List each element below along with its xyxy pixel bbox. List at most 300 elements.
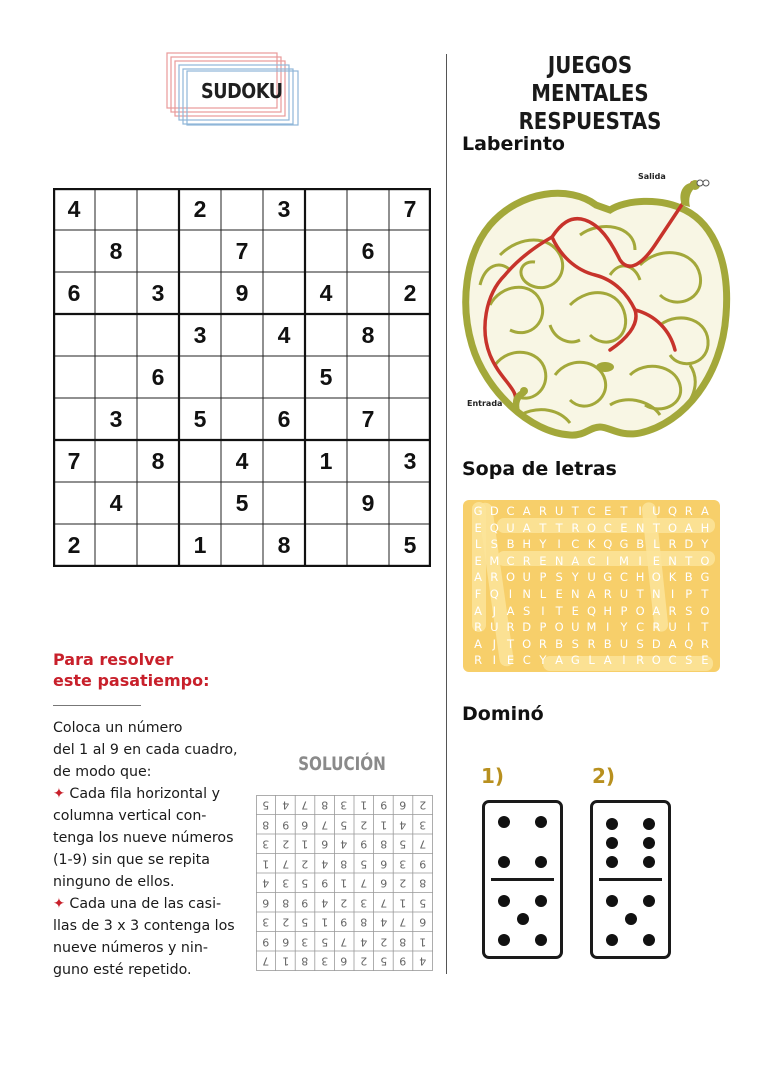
- wordsearch-row: [463, 503, 720, 519]
- sudoku-cell[interactable]: [95, 314, 137, 356]
- wordsearch-letter: E: [474, 520, 482, 535]
- solution-cell: 1: [419, 934, 427, 948]
- wordsearch-letter: L: [474, 537, 482, 552]
- instructions-title-line2: este pasatiempo:: [53, 671, 210, 690]
- sudoku-cell[interactable]: [53, 399, 95, 441]
- wordsearch-letter: Q: [668, 504, 678, 518]
- wordsearch-letter: I: [638, 504, 642, 518]
- sudoku-cell[interactable]: [389, 356, 431, 398]
- solution-cell: 6: [281, 934, 289, 948]
- wordsearch-letter: T: [555, 520, 563, 535]
- pip: [606, 895, 618, 907]
- wordsearch-letter: T: [571, 504, 579, 518]
- wordsearch-letter: K: [668, 570, 677, 585]
- wordsearch-letter: O: [586, 520, 597, 535]
- solution-cell: 9: [281, 817, 289, 831]
- solution-cell: 9: [321, 876, 329, 890]
- sudoku-cell: 3: [151, 279, 165, 306]
- solution-cell: 7: [399, 915, 407, 929]
- wordsearch-letter: Y: [571, 570, 579, 585]
- wordsearch-letter: J: [492, 636, 496, 651]
- wordsearch-letter: I: [557, 537, 561, 552]
- wordsearch-letter: T: [652, 520, 660, 535]
- wordsearch-letter: B: [555, 636, 564, 651]
- solution-cell: 2: [399, 876, 407, 890]
- wordsearch-letter: R: [668, 537, 677, 552]
- sudoku-cell: 8: [361, 321, 375, 348]
- wordsearch-letter: I: [606, 553, 610, 568]
- sudoku-cell[interactable]: [221, 314, 263, 356]
- wordsearch-letter: E: [652, 553, 660, 568]
- solution-cell: 4: [321, 856, 329, 870]
- wordsearch-letter: C: [587, 553, 596, 568]
- sudoku-cell: 9: [235, 279, 249, 306]
- solution-cell: 8: [301, 954, 309, 968]
- wordsearch-letter: O: [635, 603, 645, 618]
- instructions-title: [53, 649, 253, 691]
- sudoku-cell[interactable]: [95, 188, 137, 230]
- domino1-label: 1): [481, 764, 505, 788]
- wordsearch-letter: R: [571, 520, 580, 535]
- wordsearch-letter: A: [474, 636, 483, 651]
- sudoku-logo-text: SUDOKU: [201, 76, 275, 106]
- wordsearch-letter: K: [587, 537, 596, 552]
- wordsearch-grid: [463, 500, 720, 672]
- wordsearch-letter: T: [506, 636, 515, 651]
- sudoku-cell[interactable]: [179, 356, 221, 398]
- pip: [643, 934, 655, 946]
- sudoku-cell: 3: [277, 195, 291, 222]
- pip: [535, 856, 547, 868]
- solution-cell: 1: [262, 856, 270, 870]
- solution-cell: 5: [379, 954, 387, 968]
- wordsearch-letter: O: [668, 520, 678, 535]
- column-divider: [446, 54, 447, 974]
- wordsearch-row: [463, 569, 720, 585]
- wordsearch-letter: Q: [603, 537, 613, 552]
- wordsearch-letter: L: [588, 653, 595, 668]
- wordsearch-letter: G: [570, 653, 580, 668]
- wordsearch-letter: R: [490, 570, 499, 585]
- wordsearch-letter: C: [571, 537, 580, 552]
- instructions-rule: [53, 705, 141, 706]
- wordsearch-letter: Y: [539, 537, 547, 552]
- solution-cell: 6: [379, 856, 387, 870]
- sudoku-cell[interactable]: [305, 188, 347, 230]
- sudoku-cell: 1: [319, 448, 333, 475]
- sudoku-cell: 8: [151, 448, 165, 475]
- wordsearch-letter: A: [587, 587, 596, 601]
- wordsearch-letter: O: [700, 553, 710, 568]
- solution-cell: 5: [340, 817, 348, 831]
- wordsearch-letter: I: [687, 620, 691, 635]
- solution-cell: 3: [301, 934, 309, 948]
- pip: [643, 856, 655, 868]
- wordsearch-letter: U: [668, 620, 677, 635]
- solution-cell: 6: [301, 817, 309, 831]
- wordsearch-row: [463, 652, 720, 668]
- solution-cell: 6: [321, 837, 329, 851]
- solution-cell: 8: [379, 837, 387, 851]
- sudoku-cell[interactable]: [137, 525, 179, 567]
- wordsearch-letter: H: [603, 603, 613, 618]
- wordsearch-letter: T: [685, 553, 693, 568]
- sudoku-cell[interactable]: [305, 399, 347, 441]
- wordsearch-letter: O: [505, 570, 516, 585]
- sudoku-cell: 5: [319, 363, 333, 390]
- solution-cell: 4: [360, 934, 368, 948]
- sudoku-cell[interactable]: [263, 356, 305, 398]
- wordsearch-letter: S: [523, 603, 531, 618]
- sudoku-cell[interactable]: [347, 356, 389, 398]
- wordsearch-letter: S: [685, 603, 693, 618]
- wordsearch-letter: A: [684, 520, 693, 535]
- wordsearch-letter: U: [506, 520, 515, 535]
- sudoku-cell: 4: [277, 321, 291, 348]
- instructions-title-line1: Para resolver: [53, 650, 174, 669]
- wordsearch-letter: R: [668, 603, 677, 618]
- solution-cell: 5: [262, 798, 270, 812]
- wordsearch-letter: G: [619, 537, 629, 552]
- maze-exit-label: Salida: [638, 172, 666, 181]
- wordsearch-letter: L: [653, 537, 660, 552]
- wordsearch-letter: P: [539, 620, 547, 635]
- intro-line: Coloca un número: [53, 720, 183, 736]
- wordsearch-letter: I: [541, 603, 545, 618]
- wordsearch-letter: I: [606, 620, 610, 635]
- pip: [606, 837, 618, 849]
- wordsearch-letter: N: [554, 553, 564, 568]
- wordsearch-letter: U: [652, 504, 661, 518]
- wordsearch-letter: A: [522, 504, 531, 518]
- sudoku-cell[interactable]: [389, 314, 431, 356]
- solution-cell: 8: [281, 895, 289, 909]
- solution-cell: 4: [281, 798, 289, 812]
- wordsearch-letter: S: [555, 570, 563, 585]
- wordsearch-letter: I: [638, 553, 642, 568]
- solution-cell: 7: [262, 954, 270, 968]
- solution-cell: 3: [399, 856, 407, 870]
- wordsearch-letter: R: [474, 620, 483, 635]
- pip: [625, 913, 637, 925]
- wordsearch-letter: Y: [701, 537, 709, 552]
- sudoku-cell[interactable]: [347, 441, 389, 483]
- domino-divider: [491, 878, 554, 881]
- sudoku-cell[interactable]: [53, 230, 95, 272]
- wordsearch-letter: C: [636, 620, 645, 635]
- solution-cell: 2: [379, 934, 387, 948]
- rule2-line: nueve números y nin-: [53, 940, 208, 956]
- wordsearch-letter: M: [586, 620, 597, 635]
- wordsearch-letter: C: [506, 504, 515, 518]
- wordsearch-letter: E: [506, 653, 515, 668]
- wordsearch-letter: D: [489, 504, 499, 518]
- solution-cell: 3: [262, 837, 270, 851]
- sudoku-cell[interactable]: [263, 441, 305, 483]
- sudoku-cell[interactable]: [263, 230, 305, 272]
- wordsearch-letter: P: [620, 603, 628, 618]
- solution-cell: 5: [321, 934, 329, 948]
- sudoku-cell[interactable]: [137, 314, 179, 356]
- solution-cell: 9: [301, 895, 309, 909]
- wordsearch-letter: T: [539, 520, 547, 535]
- solution-cell: 1: [301, 837, 309, 851]
- wordsearch-letter: A: [603, 653, 612, 668]
- solution-cell: 2: [360, 817, 368, 831]
- solution-cell: 7: [301, 798, 309, 812]
- wordsearch-letter: A: [668, 636, 677, 651]
- pip: [643, 895, 655, 907]
- solution-cell: 9: [399, 954, 407, 968]
- intro-line: del 1 al 9 en cada cuadro,: [53, 742, 238, 758]
- wordsearch-letter: R: [538, 636, 547, 651]
- wordsearch-title: Sopa de letras: [462, 458, 617, 480]
- sudoku-cell[interactable]: [221, 399, 263, 441]
- wordsearch-letter: A: [474, 603, 483, 618]
- wordsearch-letter: G: [700, 570, 710, 585]
- sudoku-cell[interactable]: [53, 483, 95, 525]
- sudoku-cell[interactable]: [137, 188, 179, 230]
- solution-cell: 8: [360, 915, 368, 929]
- wordsearch-letter: U: [587, 570, 596, 585]
- sudoku-cell[interactable]: [347, 525, 389, 567]
- pip: [606, 856, 618, 868]
- solution-cell: 2: [419, 798, 427, 812]
- rule1-line: ninguno de ellos.: [53, 874, 175, 890]
- sudoku-cell[interactable]: [95, 356, 137, 398]
- sudoku-cell[interactable]: [389, 230, 431, 272]
- wordsearch-letter: S: [571, 636, 579, 651]
- solution-cell: 2: [340, 895, 348, 909]
- wordsearch-letter: U: [554, 504, 564, 518]
- wordsearch-letter: A: [522, 520, 531, 535]
- sudoku-grid: [53, 188, 431, 567]
- wordsearch-letter: E: [604, 504, 612, 518]
- sudoku-cell: 5: [235, 490, 249, 517]
- star-icon: ✦: [53, 786, 65, 802]
- wordsearch-row: [463, 520, 720, 536]
- wordsearch-letter: E: [620, 520, 628, 535]
- rule2-line: Cada una de las casi-: [69, 896, 222, 912]
- sudoku-cell[interactable]: [179, 483, 221, 525]
- sudoku-cell: 7: [67, 448, 81, 475]
- solution-cell: 3: [281, 876, 289, 890]
- wordsearch-letter: H: [522, 537, 532, 552]
- sudoku-cell: 7: [235, 237, 249, 264]
- solution-cell: 5: [360, 856, 368, 870]
- maze-entry-label: Entrada: [467, 399, 503, 408]
- wordsearch-letter: T: [701, 587, 709, 601]
- wordsearch-letter: C: [506, 553, 515, 568]
- sudoku-cell[interactable]: [137, 399, 179, 441]
- solution-cell: 4: [379, 915, 387, 929]
- rule2-line: llas de 3 x 3 contenga los: [53, 918, 235, 934]
- solution-cell: 9: [419, 856, 427, 870]
- answers-title-line1: JUEGOS MENTALES: [531, 53, 649, 107]
- wordsearch-letter: I: [492, 653, 496, 668]
- sudoku-cell[interactable]: [179, 441, 221, 483]
- sudoku-cell: 2: [67, 532, 81, 559]
- sudoku-cell: 8: [109, 237, 123, 264]
- wordsearch-letter: C: [603, 520, 612, 535]
- wordsearch-letter: U: [619, 636, 629, 651]
- sudoku-cell: 4: [319, 279, 333, 306]
- wordsearch-letter: R: [522, 553, 531, 568]
- pip: [606, 934, 618, 946]
- solution-cell: 7: [360, 876, 368, 890]
- sudoku-cell: 5: [403, 532, 417, 559]
- wordsearch-letter: M: [618, 553, 629, 568]
- wordsearch-letter: U: [522, 570, 531, 585]
- wordsearch-letter: C: [619, 570, 628, 585]
- sudoku-cell: 7: [403, 195, 417, 222]
- sudoku-cell[interactable]: [389, 483, 431, 525]
- solution-cell: 1: [281, 954, 289, 968]
- domino-divider: [599, 878, 662, 881]
- sudoku-cell[interactable]: [95, 525, 137, 567]
- star-icon: ✦: [53, 896, 65, 912]
- wordsearch-letter: I: [508, 587, 513, 601]
- instructions-body: [53, 717, 248, 981]
- wordsearch-letter: E: [555, 587, 563, 601]
- answers-title: [487, 52, 693, 136]
- sudoku-cell[interactable]: [347, 188, 389, 230]
- sudoku-cell: 2: [403, 279, 417, 306]
- sudoku-cell[interactable]: [95, 272, 137, 314]
- wordsearch-letter: L: [539, 587, 547, 601]
- solution-cell: 2: [360, 954, 368, 968]
- domino-title: Dominó: [462, 703, 544, 725]
- wordsearch-letter: O: [651, 570, 661, 585]
- solution-cell: 9: [360, 837, 368, 851]
- rule1-line: (1-9) sin que se repita: [53, 852, 210, 868]
- sudoku-cell: 4: [235, 448, 249, 475]
- wordsearch-letter: O: [700, 603, 710, 618]
- wordsearch-letter: I: [622, 653, 626, 668]
- solution-cell: 6: [399, 798, 407, 812]
- wordsearch-letter: P: [685, 587, 693, 601]
- wordsearch-letter: Q: [684, 636, 694, 651]
- wordsearch-letter: P: [539, 570, 547, 585]
- solution-cell: 5: [301, 876, 309, 890]
- solution-cell: 6: [379, 876, 387, 890]
- solution-cell: 6: [419, 915, 427, 929]
- wordsearch-letter: T: [555, 603, 563, 618]
- wordsearch-letter: I: [670, 587, 675, 601]
- pip: [643, 837, 655, 849]
- wordsearch-row: [463, 586, 720, 602]
- solution-cell: 6: [340, 954, 348, 968]
- solution-cell: 3: [262, 915, 270, 929]
- answers-title-line2: RESPUESTAS: [518, 109, 662, 135]
- sudoku-cell[interactable]: [347, 272, 389, 314]
- sudoku-cell[interactable]: [389, 399, 431, 441]
- pip: [535, 816, 547, 828]
- sudoku-cell: 3: [109, 406, 123, 432]
- wordsearch-letter: R: [506, 620, 515, 635]
- sudoku-cell[interactable]: [221, 356, 263, 398]
- sudoku-cell[interactable]: [53, 356, 95, 398]
- sudoku-cell[interactable]: [95, 441, 137, 483]
- sudoku-cell[interactable]: [305, 314, 347, 356]
- sudoku-cell[interactable]: [305, 483, 347, 525]
- solution-cell: 3: [321, 954, 329, 968]
- sudoku-cell: 6: [67, 279, 81, 306]
- pip: [535, 895, 547, 907]
- solution-cell: 5: [301, 915, 309, 929]
- wordsearch-letter: N: [522, 587, 532, 601]
- solution-cell: 1: [360, 798, 368, 812]
- sudoku-cell: 3: [193, 321, 207, 348]
- solution-cell: 8: [321, 798, 329, 812]
- solution-grid: [256, 795, 433, 971]
- sudoku-cell: 6: [361, 237, 375, 264]
- sudoku-cell[interactable]: [221, 188, 263, 230]
- solution-cell: 9: [340, 915, 348, 929]
- wordsearch-letter: U: [619, 587, 629, 601]
- wordsearch-letter: A: [652, 603, 661, 618]
- solution-cell: 7: [281, 856, 289, 870]
- wordsearch-letter: Q: [586, 603, 597, 618]
- wordsearch-letter: C: [668, 653, 677, 668]
- wordsearch-letter: D: [684, 537, 694, 552]
- wordsearch-letter: A: [474, 570, 483, 585]
- sudoku-cell: 5: [193, 406, 207, 432]
- pip: [498, 856, 510, 868]
- wordsearch-letter: E: [701, 653, 709, 668]
- sudoku-cell[interactable]: [179, 272, 221, 314]
- wordsearch-letter: A: [571, 553, 580, 568]
- sudoku-cell: 4: [109, 490, 123, 517]
- maze-apple: [460, 165, 732, 440]
- solution-cell: 7: [340, 934, 348, 948]
- sudoku-cell[interactable]: [305, 525, 347, 567]
- solution-cell: 2: [281, 915, 289, 929]
- solution-cell: 2: [281, 837, 289, 851]
- wordsearch-letter: S: [636, 636, 644, 651]
- sudoku-cell: 1: [193, 532, 207, 559]
- wordsearch-letter: S: [685, 653, 693, 668]
- sudoku-cell: 2: [193, 195, 207, 222]
- wordsearch-letter: R: [603, 587, 612, 601]
- sudoku-cell[interactable]: [53, 314, 95, 356]
- wordsearch-letter: G: [473, 504, 483, 518]
- sudoku-cell[interactable]: [305, 230, 347, 272]
- wordsearch-letter: C: [522, 653, 531, 668]
- wordsearch-letter: S: [490, 537, 498, 552]
- wordsearch-letter: Y: [539, 653, 547, 668]
- sudoku-cell[interactable]: [137, 483, 179, 525]
- wordsearch-letter: H: [700, 520, 710, 535]
- wordsearch-letter: A: [555, 653, 564, 668]
- sudoku-cell: 6: [277, 406, 291, 432]
- sudoku-cell[interactable]: [263, 483, 305, 525]
- sudoku-cell[interactable]: [263, 272, 305, 314]
- wordsearch-letter: G: [603, 570, 613, 585]
- wordsearch-letter: B: [636, 537, 645, 552]
- solution-cell: 1: [399, 895, 407, 909]
- solution-cell: 7: [419, 837, 427, 851]
- wordsearch-letter: E: [571, 603, 579, 618]
- sudoku-cell: 9: [361, 490, 375, 517]
- wordsearch-letter: N: [652, 587, 661, 601]
- pip: [498, 895, 510, 907]
- sudoku-cell[interactable]: [137, 230, 179, 272]
- sudoku-cell: 4: [67, 195, 81, 222]
- sudoku-cell[interactable]: [221, 525, 263, 567]
- wordsearch-letter: D: [522, 620, 532, 635]
- sudoku-cell[interactable]: [179, 230, 221, 272]
